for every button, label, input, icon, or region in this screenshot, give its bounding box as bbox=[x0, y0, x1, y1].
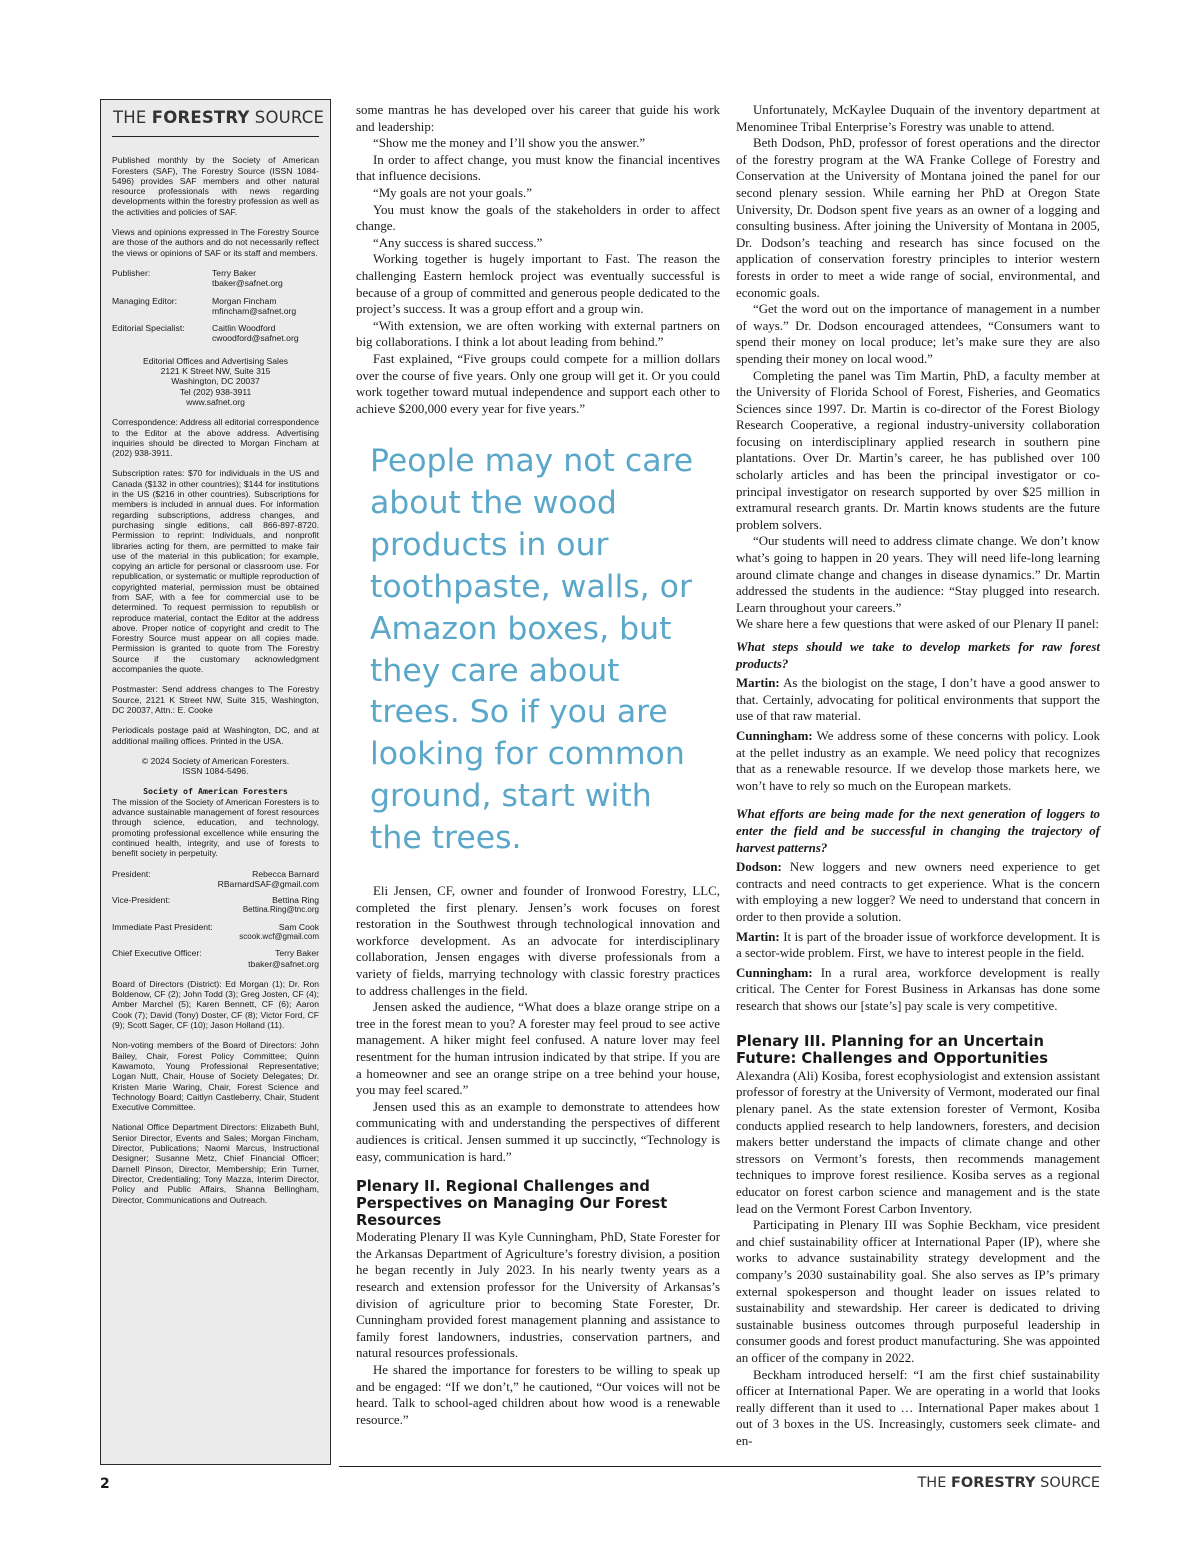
publication-statement: Published monthly by the Society of American Foresters (SAF), The Forestry Source (ISSN 1084-5496) provides SAF members and other natural resource professionals with news regarding developments within the forestry profession as well as the activities and policies of SAF. bbox=[112, 155, 319, 217]
col2-after-paragraphs bbox=[356, 1229, 720, 1428]
footer-masthead: THE FORESTRY SOURCE bbox=[917, 1475, 1100, 1491]
paragraph: Completing the panel was Tim Martin, PhD, a faculty member at the University of Florida School of Forest, Fisheries, and Geomatics Sciences since 1997. Dr. Martin is co-director of the Forest Biology Research Cooperative, a regional industry-university collaboration focusing on interdisciplinary applied research in southern pine plantations. Over Dr. Martin’s career, he has published over 100 scholarly articles and has been the principal investigator or co-principal investigator on research supported by over $25 million in extramural research grants. Dr. Martin knows students are the future problem solvers. bbox=[736, 368, 1100, 532]
paragraph: He shared the importance for foresters to be willing to speak up and be engaged: “If we don’t,” he cautioned, “Our voices will not be heard. Talk to school-aged children about how wood is a renewable resource.” bbox=[356, 1362, 720, 1427]
staff-list bbox=[112, 268, 319, 344]
paragraph: Beckham introduced herself: “I am the first chief sustainability officer at International Paper. We are operating in a world that looks really different than it used to … International Paper makes about 1 out of 3 boxes in the US. Increasingly, customers seek climate- and en- bbox=[736, 1367, 1100, 1448]
paragraph: Fast explained, “Five groups could compete for a million dollars over the course of five years. Only one group will get it. Or you could work together toward mutual independence and support each other to achieve $200,000 every year for five years.” bbox=[356, 351, 720, 416]
editorial-offices: Editorial Offices and Advertising Sales 2121 K Street NW, Suite 315 Washington, DC 20037 Tel (202) 938-3911 www.safnet.org bbox=[142, 355, 289, 407]
paragraph: some mantras he has developed over his career that guide his work and leadership: bbox=[356, 103, 720, 134]
sidebar-rule bbox=[112, 136, 319, 137]
answer-text: We address some of these concerns with policy. Look at the pellet industry as an example. We need policy that recognizes that as a renewable resource. If we develop those markets here, we won’t have to rely so much on the European markets. bbox=[736, 728, 1100, 793]
email-link[interactable]: scook.wcf@gmail.com bbox=[239, 932, 319, 941]
col2-top-paragraphs bbox=[356, 102, 720, 417]
panel-answer bbox=[736, 675, 1100, 725]
board-of-directors: Board of Directors (District): Ed Morgan (1); Dr. Ron Boldenow, CF (2); John Todd (3); Greg Josten, CF (4); Amber Marchel (5); Karen Bennett, CF (6); Aaron Cook (7); David (Tony) Doster, CF (8); Victor Ford, CF (9); Scott Sager, CF (10); Jason Holland (11). bbox=[112, 978, 319, 1031]
q2-answers bbox=[736, 859, 1100, 1014]
mission-heading: Society of American Foresters bbox=[143, 786, 288, 797]
pull-quote: People may not care about the wood products in our toothpaste, walls, or Amazon boxes, but they care about trees. So if you are looking for common ground, start with the trees. bbox=[370, 443, 694, 857]
paragraph: “Show me the money and I’ll show you the answer.” bbox=[373, 136, 646, 151]
officer-entry: President: Rebecca Barnard RBarnardSAF@gmail.com bbox=[112, 868, 319, 889]
col2-bottom-paragraphs bbox=[356, 883, 720, 1165]
staff-entry: Managing Editor: Morgan Fincham mfincham@safnet.org bbox=[112, 296, 319, 317]
speaker-name: Dodson: bbox=[736, 860, 782, 875]
paragraph: Alexandra (Ali) Kosiba, forest ecophysiologist and extension assistant professor of forestry at the University of Vermont, moderated our final plenary panel. As the state extension forester of Vermont, Kosiba conducts applied research to help landowners, foresters, and decision makers better understand the impacts of climate change and other stressors on Vermont’s forests, then recommends management techniques to improve forest resilience. Kosiba serves as a regional educator on forest carbon science and management and is the state lead on the Vermont Forest Carbon Inventory. bbox=[736, 1068, 1100, 1216]
section-heading: Plenary II. Regional Challenges and Perspectives on Managing Our Forest Resources bbox=[356, 1178, 668, 1229]
paragraph: Eli Jensen, CF, owner and founder of Ironwood Forestry, LLC, completed the first plenary. Jensen’s work focuses on forest restoration in the Southwest through technological innovation and workforce development. As an advocate for interdisciplinary collaboration, Jensen engages with diverse professionals from a variety of fields, marrying technology with classic forestry practices to address challenges in the field. bbox=[356, 884, 720, 998]
email-link[interactable]: tbaker@safnet.org bbox=[248, 958, 319, 969]
sidebar-masthead: THE FORESTRY SOURCE bbox=[113, 108, 325, 127]
speaker-name: Martin: bbox=[736, 676, 780, 691]
paragraph: “Any success is shared success.” bbox=[373, 235, 543, 250]
staff-entry: Publisher: Terry Baker tbaker@safnet.org bbox=[112, 268, 319, 289]
answer-text: In a rural area, workforce development is really critical. The Center for Forest Business in Arkansas has done some research that shows our [state’s] pay scale is very competitive. bbox=[736, 965, 1100, 1013]
paragraph: “Our students will need to address climate change. We don’t know what’s going to happen in 20 years. They will need life-long learning around climate change and changes in disease dynamics.” Dr. Martin addressed the students in the audience: “Stay plugged into research. Learn throughout your careers.” bbox=[736, 534, 1100, 615]
page-number: 2 bbox=[100, 1476, 110, 1492]
postmaster-note: Postmaster: Send address changes to The Forestry Source, 2121 K Street NW, Suite 315, Washington, DC 20037, Attn.: E. Cooke bbox=[112, 684, 319, 715]
paragraph: You must know the goals of the stakeholders in order to affect change. bbox=[356, 202, 720, 234]
paragraph: “With extension, we are often working with external partners on big collaborations. I think a lot about leading from behind.” bbox=[356, 318, 720, 350]
officers-list bbox=[112, 869, 319, 969]
national-office-directors: National Office Department Directors: Elizabeth Buhl, Senior Director, Events and Sales; Morgan Fincham, Director, Publications; Naomi Marcus, Instructional Designer; Susanne Metz, Chief Financial Officer; Darnell Pinson, Director, Membership; Erin Turner, Director, Credentialing; Tony Mazza, Interim Director, Policy and Public Affairs, Shanna Bellingham, Director, Communications and Outreach. bbox=[112, 1122, 319, 1205]
footer-rule bbox=[339, 1466, 1101, 1467]
speaker-name: Martin: bbox=[736, 929, 780, 944]
website-link[interactable]: www.safnet.org bbox=[186, 396, 245, 407]
officer-entry: Chief Executive Officer: Terry Baker tbaker@safnet.org bbox=[112, 948, 319, 969]
officer-entry: Immediate Past President: Sam Cook scook.wcf@gmail.com bbox=[112, 921, 319, 941]
panel-answer bbox=[736, 929, 1100, 962]
officer-entry: Vice-President: Bettina Ring Bettina.Ring@tnc.org bbox=[112, 895, 319, 915]
correspondence-note: Correspondence: Address all editorial correspondence to the Editor at the above address. Advertising inquiries should be directed to Morgan Fincham at (202) 938-3911. bbox=[112, 417, 319, 459]
answer-text: New loggers and new owners need experience to get contracts and need contracts to get experience. What is the concern with employing a new logger? We need to understand that concern in order to then provide a solution. bbox=[736, 860, 1100, 924]
paragraph: We share here a few questions that were asked of our Plenary II panel: bbox=[736, 617, 1099, 632]
postage-note: Periodicals postage paid at Washington, DC, and at additional mailing offices. Printed in the USA. bbox=[112, 725, 319, 746]
col3-paragraphs bbox=[736, 102, 1100, 633]
paragraph: Moderating Plenary II was Kyle Cunningham, PhD, State Forester for the Arkansas Department of Agriculture’s forestry division, a position he began recently in July 2023. In his nearly twenty years as a research and extension professor for the University of Arkansas’s division of agriculture prior to becoming State Forester, Dr. Cunningham provided forest management planning and assistance to family forest landowners, industries, conservation partners, and natural resources professionals. bbox=[356, 1230, 720, 1361]
article-column-2-lower bbox=[356, 883, 720, 1428]
article-column-3 bbox=[736, 102, 1100, 1450]
staff-entry: Editorial Specialist: Caitlin Woodford cwoodford@safnet.org bbox=[112, 323, 319, 344]
email-link[interactable]: cwoodford@safnet.org bbox=[212, 333, 299, 344]
panel-answer bbox=[736, 965, 1100, 1015]
panel-answer bbox=[736, 728, 1100, 794]
subscription-note: Subscription rates: $70 for individuals in the US and Canada ($132 in other countries); $144 for institutions in the US ($216 in other countries). Subscriptions for members is included in annual dues. For information regarding subscriptions, address changes, and purchasing single editions, call 866-897-8720. Permission to reprint: Individuals, and nonprofit libraries acting for them, are permitted to make fair use of the material in this publication; for example, copying an article for personal or classroom use. For republication, or systematic or multiple reproduction of copyrighted material, permission must be obtained from SAF, with a fee for commercial use to be determined. To request permission to republish or reproduce material, contact the Editor at the address above. Proper notice of copyright and credit to The Forestry Source must appear on all copies made. Permission is granted to quote from The Forestry Source if the customary acknowledgment accompanies the quote. bbox=[112, 468, 319, 675]
panel-question: What steps should we take to develop markets for raw forest products? bbox=[736, 640, 1100, 671]
paragraph: In order to affect change, you must know the financial incentives that influence decisions. bbox=[356, 152, 720, 184]
paragraph: Jensen used this as an example to demonstrate to attendees how communicating with and understanding the perspectives of different audiences is critical. Jensen summed it up succinctly, “Technology is easy, communication is hard.” bbox=[356, 1099, 720, 1164]
email-link[interactable]: mfincham@safnet.org bbox=[212, 305, 297, 316]
speaker-name: Cunningham: bbox=[736, 728, 813, 743]
paragraph: Working together is hugely important to Fast. The reason the challenging Eastern hemlock project was eventually successful is because of a group of committed and generous people dedicated to the project’s success. It was a group effort and a group win. bbox=[356, 252, 720, 317]
nonvoting-members: Non-voting members of the Board of Directors: John Bailey, Chair, Forest Policy Committee; Quinn Kawamoto, Young Professional Representative; Logan Nutt, Chair, House of Society Delegates; Dr. Kristen Marie Waring, Chair, Forest Science and Technology Board; Caitlyn Castleberry, Chair, Student Executive Committee. bbox=[112, 1040, 319, 1113]
col3-after-paragraphs bbox=[736, 1068, 1100, 1450]
q1-answers bbox=[736, 675, 1100, 794]
paragraph: Participating in Plenary III was Sophie Beckham, vice president and chief sustainability officer at International Paper (IP), where she works to advance sustainability strategy development and the company’s 2030 sustainability goal. She also serves as IP’s primary external spokesperson and thought leader on issues related to sustainability and stewardship. Her career is dedicated to driving sustainable business outcomes through purposeful leadership in consumer goods and forest product manufacturing. She was appointed an officer of the company in 2022. bbox=[736, 1218, 1100, 1365]
email-link[interactable]: Bettina.Ring@tnc.org bbox=[242, 905, 319, 915]
paragraph: Unfortunately, McKaylee Duquain of the inventory department at Menominee Tribal Enterprise’s Forestry was unable to attend. bbox=[736, 103, 1100, 134]
article-column-2 bbox=[356, 102, 720, 417]
answer-text: It is part of the broader issue of workforce development. It is a sector-wide problem. First, we have to interest people in the field. bbox=[736, 929, 1100, 961]
copyright-note: © 2024 Society of American Foresters. ISSN 1084-5496. bbox=[141, 755, 290, 777]
views-disclaimer: Views and opinions expressed in The Forestry Source are those of the authors and do not necessarily reflect the views or opinions of SAF or its staff and members. bbox=[112, 227, 319, 258]
panel-question: What efforts are being made for the next generation of loggers to enter the field and be successful in changing the trajectory of harvest patterns? bbox=[736, 807, 1100, 855]
section-heading: Plenary III. Planning for an Uncertain Future: Challenges and Opportunities bbox=[736, 1033, 1048, 1068]
speaker-name: Cunningham: bbox=[736, 965, 813, 980]
paragraph: “My goals are not your goals.” bbox=[373, 185, 532, 200]
masthead-sidebar bbox=[100, 99, 331, 1465]
email-link[interactable]: tbaker@safnet.org bbox=[212, 278, 283, 289]
email-link[interactable]: RBarnardSAF@gmail.com bbox=[217, 878, 319, 889]
paragraph: “Get the word out on the importance of management in a number of ways.” Dr. Dodson encouraged attendees, “Consumers want to spend their money on local produce; let’s make sure they are also spending their money on local wood.” bbox=[736, 302, 1100, 366]
mission-statement: The mission of the Society of American Foresters is to advance sustainable management of forest resources through science, education, and technology, promoting professional excellence while ensuring the continued health, integrity, and use of forests to benefit society in perpetuity. bbox=[112, 796, 319, 859]
paragraph: Beth Dodson, PhD, professor of forest operations and the director of the forestry program at the WA Franke College of Forestry and Conservation at the University of Montana joined the panel for our second plenary session. While earning her PhD at Oregon State University, Dr. Dodson spent five years as an owner of a logging and consulting business. After joining the University of Montana in 2005, Dr. Dodson’s teaching and research has since focused on the application of conservation forestry principles to interior western forests in order to meet a wide range of social, environmental, and economic goals. bbox=[736, 136, 1100, 300]
answer-text: As the biologist on the stage, I don’t have a good answer to that. Certainly, advocating for political environments that support the use of that raw material. bbox=[736, 676, 1100, 724]
paragraph: Jensen asked the audience, “What does a blaze orange stripe on a tree in the forest mean to you? A forester may feel proud to see active management. A hiker might feel confused. A nature lover may feel resentment for the human intrusion indicated by that stripe. If you are a homeowner and see an orange stripe on a tree behind your house, you may feel scared.” bbox=[356, 1000, 720, 1098]
panel-answer bbox=[736, 859, 1100, 925]
